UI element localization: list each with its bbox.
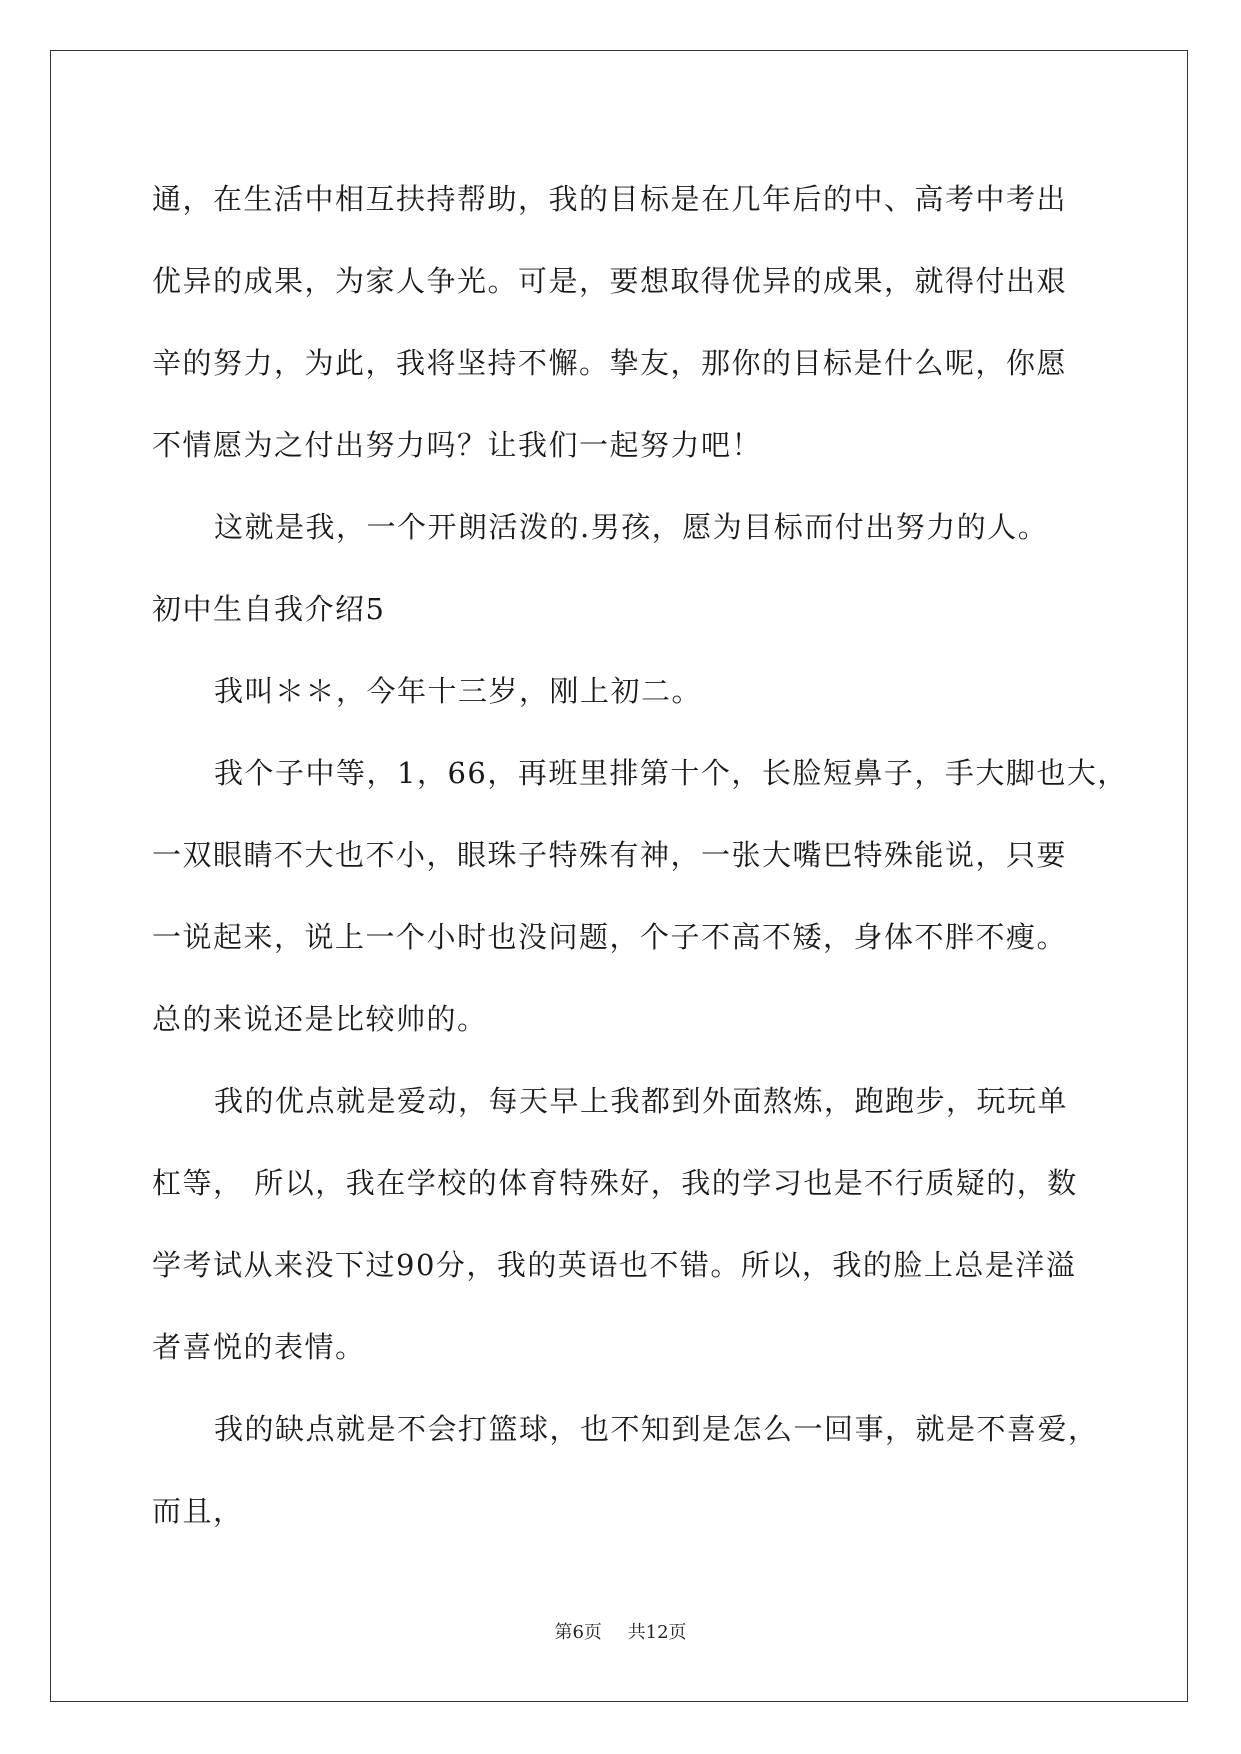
text-line: 学考试从来没下过90分，我的英语也不错。所以，我的脸上总是洋溢 bbox=[152, 1248, 1077, 1282]
text-line: 一说起来，说上一个小时也没问题，个子不高不矮，身体不胖不瘦。 bbox=[152, 920, 1068, 954]
page-total: 共12页 bbox=[627, 1622, 687, 1643]
text-line: 优异的成果，为家人争光。可是，要想取得优异的成果，就得付出艰 bbox=[152, 264, 1068, 298]
text-line: 而且， bbox=[152, 1494, 244, 1528]
page-number: 第6页 bbox=[554, 1622, 602, 1643]
text-line: 我的缺点就是不会打篮球，也不知到是怎么一回事，就是不喜爱， bbox=[214, 1412, 1099, 1446]
text-line: 我个子中等，1，66，再班里排第十个，长脸短鼻子，手大脚也大， bbox=[214, 756, 1128, 790]
text-line: 我叫＊＊，今年十三岁，刚上初二。 bbox=[214, 674, 703, 708]
text-line: 这就是我，一个开朗活泼的.男孩，愿为目标而付出努力的人。 bbox=[214, 510, 1049, 544]
text-line: 不情愿为之付出努力吗？让我们一起努力吧！ bbox=[152, 428, 763, 462]
document-body bbox=[152, 158, 1128, 1552]
text-line: 通，在生活中相互扶持帮助，我的目标是在几年后的中、高考中考出 bbox=[152, 182, 1068, 216]
section-heading: 初中生自我介绍5 bbox=[152, 592, 386, 626]
text-line: 杠等， 所以，我在学校的体育特殊好，我的学习也是不行质疑的，数 bbox=[152, 1166, 1078, 1200]
text-line: 者喜悦的表情。 bbox=[152, 1330, 366, 1364]
text-line: 辛的努力，为此，我将坚持不懈。挚友，那你的目标是什么呢，你愿 bbox=[152, 346, 1068, 380]
text-line: 总的来说还是比较帅的。 bbox=[152, 1002, 488, 1036]
text-line: 我的优点就是爱动，每天早上我都到外面熬炼，跑跑步，玩玩单 bbox=[214, 1084, 1069, 1118]
page-footer bbox=[0, 1618, 1241, 1644]
text-line: 一双眼睛不大也不小，眼珠子特殊有神，一张大嘴巴特殊能说，只要 bbox=[152, 838, 1068, 872]
